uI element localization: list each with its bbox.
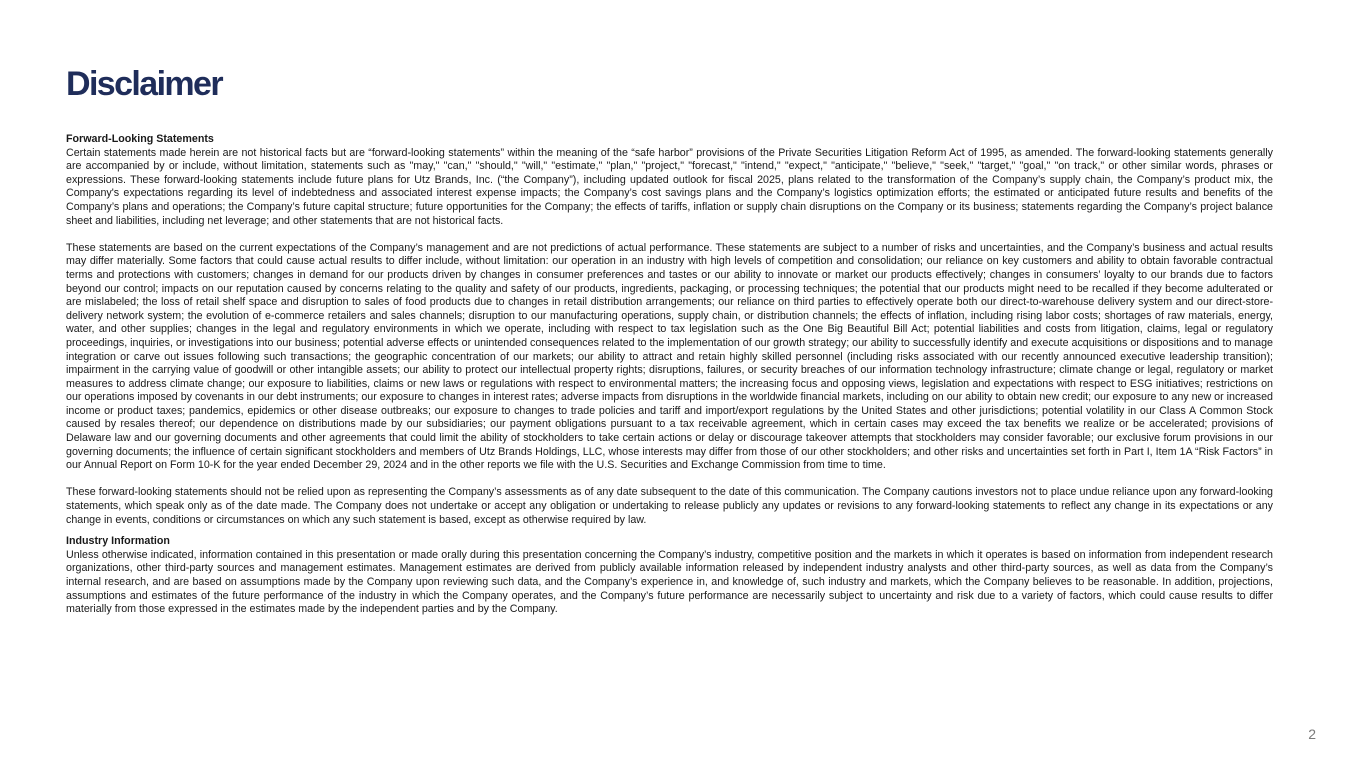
industry-heading: Industry Information xyxy=(66,535,170,548)
forward-looking-paragraph-3: These forward-looking statements should not be relied upon as representing the Company’s assessments as of any date subsequent to the date of this communication. The Company cautions investors not to place undue reliance upon any forward-looking statements, which speak only as of the date made. The Company does not undertake or accept any obligation or undertaking to release publicly any updates or revisions to any forward-looking statements to reflect any change in its expectations or any change in events, conditions or circumstances on which any such statement is based, except as otherwise required by law. xyxy=(66,486,1273,526)
industry-paragraph: Unless otherwise indicated, information contained in this presentation or made orally during this presentation concerning the Company’s industry, competitive position and the markets in which it operates is based on information from independent research organizations, other third-party sources and management estimates. Management estimates are derived from publicly available information released by independent industry analysts and other third-party sources, as well as data from the Company’s internal research, and are based on assumptions made by the Company upon reviewing such data, and the Company’s experience in, and knowledge of, such industry and markets, which the Company believes to be reasonable. In addition, projections, assumptions and estimates of the future performance of the industry in which the Company operates, and the Company’s future performance are necessarily subject to uncertainty and risk due to a variety of factors, which could cause results to differ materially from those expressed in the estimates made by the independent parties and by the Company. xyxy=(66,548,1273,616)
page-title: Disclaimer xyxy=(66,65,222,103)
forward-looking-section xyxy=(66,133,1273,527)
industry-section xyxy=(66,535,1273,617)
forward-looking-paragraph-1: Certain statements made herein are not historical facts but are “forward-looking statements” within the meaning of the “safe harbor” provisions of the Private Securities Litigation Reform Act of 1995, as amended. The forward-looking statements generally are accompanied by or include, without limitation, statements such as "may," "can," "should," "will," "estimate," "plan," "project," "forecast," "intend," "expect," "anticipate," "believe," "seek," "target," "goal," "on track," or other similar words, phrases or expressions. These forward-looking statements include future plans for Utz Brands, Inc. (“the Company”), including updated outlook for fiscal 2025, plans related to the transformation of the Company’s supply chain, the Company’s product mix, the Company's expectations regarding its level of indebtedness and associated interest expense impacts; the Company’s cost savings plans and the Company’s logistics optimization efforts; the estimated or anticipated future results and benefits of the Company’s plans and operations; the Company’s future capital structure; future opportunities for the Company; the effects of tariffs, inflation or supply chain disruptions on the Company or its business; statements regarding the Company’s project balance sheet and liabilities, including net leverage; and other statements that are not historical facts. xyxy=(66,146,1273,227)
page-number: 2 xyxy=(1308,726,1316,742)
disclaimer-body xyxy=(66,133,1273,617)
forward-looking-heading: Forward-Looking Statements xyxy=(66,133,214,145)
forward-looking-paragraph-2: These statements are based on the current expectations of the Company’s management and are not predictions of actual performance. These statements are subject to a number of risks and uncertainties, and the Company’s business and actual results may differ materially. Some factors that could cause actual results to differ include, without limitation: our operation in an industry with high levels of competition and consolidation; our reliance on key customers and ability to obtain favorable contractual terms and protections with customers; changes in demand for our products driven by changes in consumer preferences and tastes or our ability to innovate or market our products effectively; changes in consumers’ loyalty to our brands due to factors beyond our control; impacts on our reputation caused by concerns relating to the quality and safety of our products, ingredients, packaging, or processing techniques; the potential that our products might need to be recalled if they become adulterated or are mislabeled; the loss of retail shelf space and disruption to sales of food products due to changes in retail distribution arrangements; our reliance on third parties to effectively operate both our direct-to-warehouse delivery system and our direct-store-delivery network system; the evolution of e-commerce retailers and sales channels; disruption to our manufacturing operations, supply chain, or distribution channels; the effects of inflation, including rising labor costs; shortages of raw materials, energy, water, and other supplies; changes in the legal and regulatory environments in which we operate, including with respect to tax legislation such as the One Big Beautiful Bill Act; potential liabilities and costs from litigation, claims, legal or regulatory proceedings, inquiries, or investigations into our business; potential adverse effects or unintended consequences related to the implementation of our growth strategy; our ability to successfully identify and execute acquisitions or dispositions and to manage integration or carve out issues following such transactions; the geographic concentration of our markets; our ability to attract and retain highly skilled personnel (including risks associated with our recently announced executive leadership transition); impairment in the carrying value of goodwill or other intangible assets; our ability to protect our intellectual property rights; disruptions, failures, or security breaches of our information technology infrastructure; climate change or legal, regulatory or market measures to address climate change; our exposure to liabilities, claims or new laws or regulations with respect to environmental matters; the increasing focus and opposing views, legislation and expectations with respect to ESG initiatives; restrictions on our operations imposed by covenants in our debt instruments; our exposure to changes in interest rates; adverse impacts from disruptions in the worldwide financial markets, including on our ability to obtain new credit; our exposure to any new or increased income or product taxes; pandemics, epidemics or other disease outbreaks; our exposure to changes to trade policies and tariff and import/export regulations by the United States and other jurisdictions; potential volatility in our Class A Common Stock caused by resales thereof; our dependence on distributions made by our subsidiaries; our payment obligations pursuant to a tax receivable agreement, which in certain cases may exceed the tax benefits we realize or be accelerated; provisions of Delaware law and our governing documents and other agreements that could limit the ability of stockholders to take certain actions or delay or discourage takeover attempts that stockholders may consider favorable; our exclusive forum provisions in our governing documents; the influence of certain significant stockholders and members of Utz Brands Holdings, LLC, whose interests may differ from those of our other stockholders; and other risks and uncertainties set forth in Part I, Item 1A “Risk Factors” in our Annual Report on Form 10-K for the year ended December 29, 2024 and in the other reports we file with the U.S. Securities and Exchange Commission from time to time. xyxy=(66,241,1273,472)
